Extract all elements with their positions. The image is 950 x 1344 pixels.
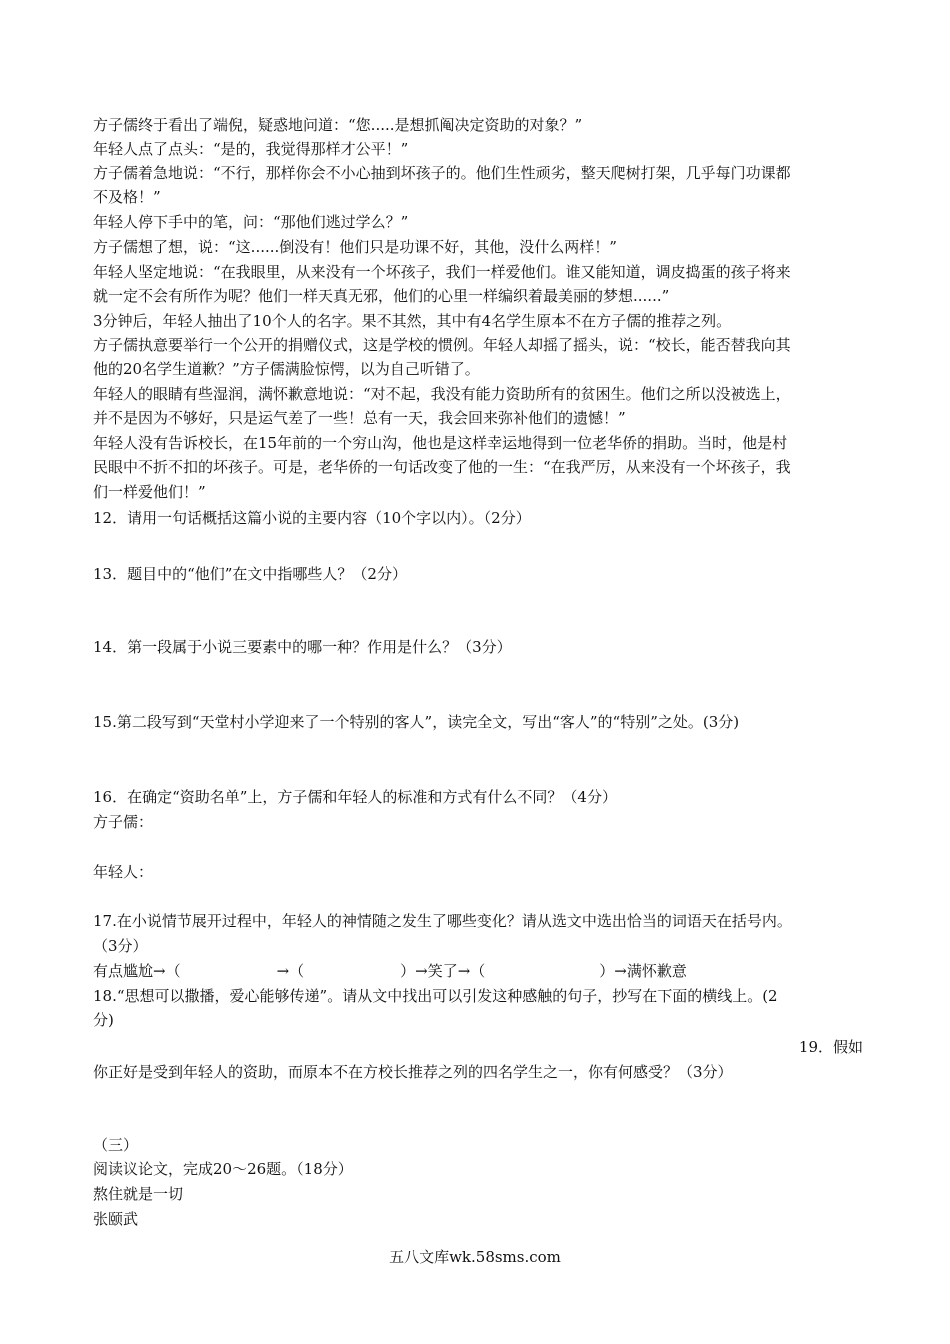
question-19-number: 19．假如 — [798, 1038, 863, 1056]
passage-line: 们一样爱他们！” — [93, 483, 206, 501]
passage-line: 并不是因为不够好，只是运气差了一些！总有一天，我会回来弥补他们的遗憾！” — [93, 409, 626, 427]
question-16: 16．在确定“资助名单”上，方子儒和年轻人的标准和方式有什么不同？（4分） — [93, 788, 617, 806]
passage-line: 年轻人停下手中的笔，问：“那他们逃过学么？” — [93, 213, 409, 231]
question-19: 你正好是受到年轻人的资助，而原本不在方校长推荐之列的四名学生之一，你有何感受？（3分） — [93, 1063, 733, 1081]
passage-line: 方子儒着急地说：“不行，那样你会不小心抽到坏孩子的。他们生性顽劣，整天爬树打架，几乎每门功课都 — [93, 164, 791, 182]
blank-segment: 有点尴尬→（ — [93, 962, 181, 980]
question-16-answer-a: 方子儒： — [93, 813, 154, 831]
passage-line: 年轻人的眼睛有些湿润，满怀歉意地说：“对不起，我没有能力资助所有的贫困生。他们之所以没被选上， — [93, 385, 791, 403]
question-18: 18.“思想可以撒播，爱心能够传递”。请从文中找出可以引发这种感触的句子，抄写在下面的横线上。(2 — [93, 987, 778, 1005]
question-12: 12．请用一句话概括这篇小说的主要内容（10个字以内）。（2分） — [93, 509, 531, 527]
article-title: 熬住就是一切 — [93, 1185, 184, 1203]
article-author: 张颐武 — [93, 1210, 139, 1228]
question-15: 15.第二段写到“天堂村小学迎来了一个特别的客人”，读完全文，写出“客人”的“特别”之处。(3分) — [93, 713, 740, 731]
question-16-answer-b: 年轻人： — [93, 863, 154, 881]
question-14: 14．第一段属于小说三要素中的哪一种？作用是什么？（3分） — [93, 638, 512, 656]
passage-line: 方子儒终于看出了端倪，疑惑地问道：“您.....是想抓阄决定资助的对象？” — [93, 116, 583, 134]
passage-line: 就一定不会有所作为呢？他们一样天真无邪，他们的心里一样编织着最美丽的梦想......” — [93, 287, 670, 305]
question-17-blanks — [93, 960, 863, 982]
passage-line: 他的20名学生道歉？”方子儒满脸惊愕，以为自己听错了。 — [93, 360, 480, 378]
section-heading: （三） — [93, 1136, 139, 1154]
section-instruction: 阅读议论文，完成20～26题。（18分） — [93, 1160, 353, 1178]
question-18-points: 分) — [93, 1011, 114, 1029]
passage-line: 民眼中不折不扣的坏孩子。可是，老华侨的一句话改变了他的一生：“在我严厉，从来没有一个坏孩子，我 — [93, 458, 791, 476]
passage-line: 3分钟后，年轻人抽出了10个人的名字。果不其然，其中有4名学生原本不在方子儒的推荐之列。 — [93, 312, 732, 330]
page-footer: 五八文库wk.58sms.com — [389, 1248, 561, 1266]
passage-line: 不及格！” — [93, 188, 161, 206]
question-17-points: （3分） — [93, 937, 148, 955]
question-17: 17.在小说情节展开过程中，年轻人的神情随之发生了哪些变化？请从选文中选出恰当的词语天在括号内。 — [93, 912, 792, 930]
blank-segment: →（ — [276, 962, 305, 980]
blank-segment: ）→笑了→（ — [400, 962, 486, 980]
passage-line: 年轻人没有告诉校长，在15年前的一个穷山沟，他也是这样幸运地得到一位老华侨的捐助。当时，他是村 — [93, 434, 788, 452]
passage-line: 年轻人点了点头：“是的，我觉得那样才公平！” — [93, 140, 409, 158]
passage-line: 方子儒执意要举行一个公开的捐赠仪式，这是学校的惯例。年轻人却摇了摇头，说：“校长，能否替我向其 — [93, 336, 791, 354]
passage-line: 方子儒想了想，说：“这......倒没有！他们只是功课不好，其他，没什么两样！” — [93, 238, 617, 256]
passage-line: 年轻人坚定地说：“在我眼里，从来没有一个坏孩子，我们一样爱他们。谁又能知道，调皮捣蛋的孩子将来 — [93, 263, 791, 281]
question-13: 13．题目中的“他们”在文中指哪些人？（2分） — [93, 565, 407, 583]
blank-segment: ）→满怀歉意 — [599, 962, 687, 980]
